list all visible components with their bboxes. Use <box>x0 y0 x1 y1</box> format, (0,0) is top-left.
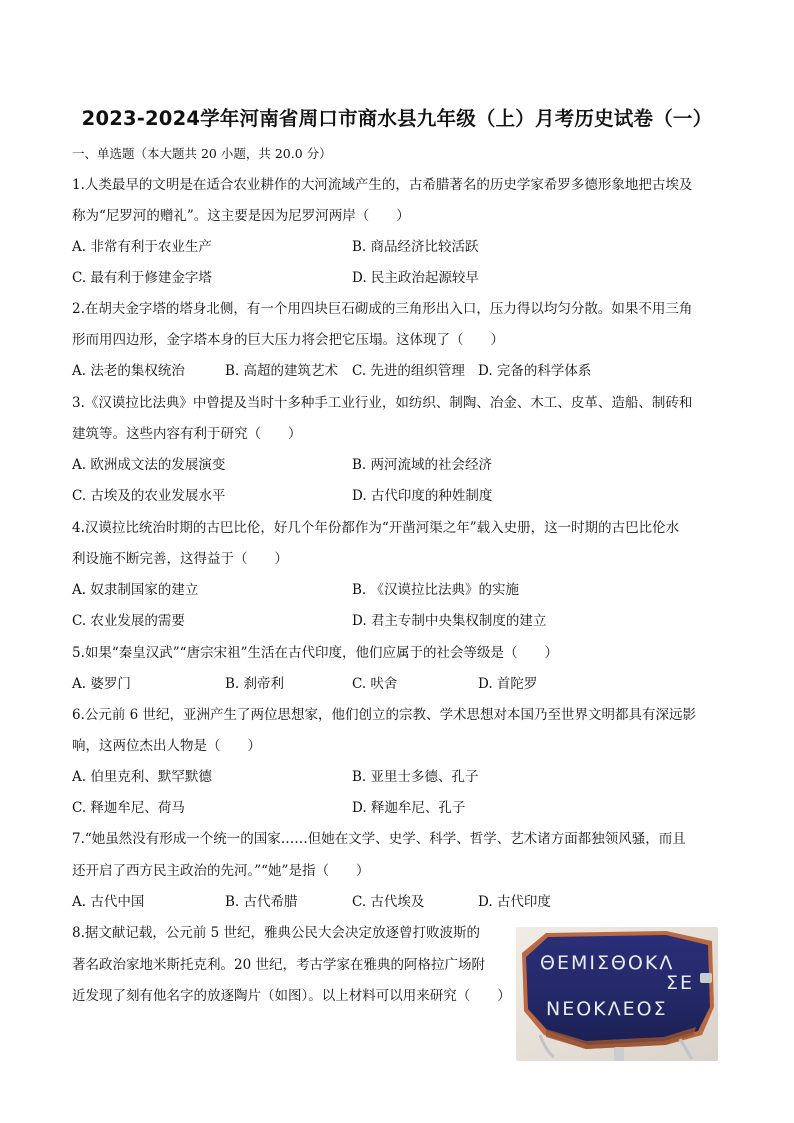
question-4-option-b: B. 《汉谟拉比法典》的实施 <box>352 582 520 598</box>
inscription-line-1: ΘΕΜΙΣΘΟΚΛ <box>540 952 675 974</box>
question-7-line-2: 还开启了西方民主政治的先河。”“她”是指（ ） <box>72 863 370 879</box>
question-7-option-b: B. 古代希腊 <box>225 894 298 910</box>
question-5-option-c: C. 吠舍 <box>352 676 398 692</box>
question-3-option-d: D. 古代印度的种姓制度 <box>352 488 493 504</box>
question-8-line-3: 近发现了刻有他名字的放逐陶片（如图）。以上材料可以用来研究（ ） <box>72 988 511 1004</box>
question-6-option-b: B. 亚里士多德、孔子 <box>352 769 479 785</box>
question-2-line-1: 2.在胡夫金字塔的塔身北侧，有一个用四块巨石砌成的三角形出入口，压力得以均匀分散。如果不用三角 <box>72 301 693 317</box>
question-3-option-c: C. 古埃及的农业发展水平 <box>72 488 226 504</box>
question-2-option-b: B. 高超的建筑艺术 <box>225 363 339 379</box>
question-5-option-d: D. 首陀罗 <box>478 676 538 692</box>
question-1-option-d: D. 民主政治起源较早 <box>352 270 479 286</box>
exam-title: 2023-2024学年河南省周口市商水县九年级（上）月考历史试卷（一） <box>81 107 713 130</box>
question-7-line-1: 7.“她虽然没有形成一个统一的国家……但她在文学、史学、科学、哲学、艺术诸方面都独领风骚，而且 <box>72 831 686 847</box>
question-3-option-b: B. 两河流域的社会经济 <box>352 457 493 473</box>
question-2-option-d: D. 完备的科学体系 <box>478 363 592 379</box>
section-heading: 一、单选题（本大题共 20 小题，共 20.0 分） <box>72 146 332 161</box>
question-6-option-d: D. 释迦牟尼、孔子 <box>352 800 466 816</box>
question-1-option-a: A. 非常有利于农业生产 <box>72 239 212 255</box>
question-7-option-c: C. 古代埃及 <box>352 894 425 910</box>
question-7-option-a: A. 古代中国 <box>72 894 145 910</box>
question-4-option-c: C. 农业发展的需要 <box>72 613 185 629</box>
question-1-line-1: 1.人类最早的文明是在适合农业耕作的大河流域产生的，古希腊著名的历史学家希罗多德形象地把古埃及 <box>72 177 693 193</box>
question-2-line-2: 形而用四边形，金字塔本身的巨大压力将会把它压塌。这体现了（ ） <box>72 332 504 348</box>
question-1-line-2: 称为“尼罗河的赠礼”。这主要是因为尼罗河两岸（ ） <box>72 208 410 224</box>
ostracon-photo <box>516 927 718 1061</box>
question-1-option-b: B. 商品经济比较活跃 <box>352 239 479 255</box>
question-6-option-c: C. 释迦牟尼、荷马 <box>72 800 185 816</box>
question-6-line-1: 6.公元前 6 世纪，亚洲产生了两位思想家，他们创立的宗教、学术思想对本国乃至世界文明都具有深远影 <box>72 707 697 723</box>
question-4-option-d: D. 君主专制中央集权制度的建立 <box>352 613 547 629</box>
inscription-line-2: ΝΕΟΚΛΕΟΣ <box>546 998 668 1020</box>
question-3-line-2: 建筑等。这些内容有利于研究（ ） <box>72 426 302 442</box>
question-4-option-a: A. 奴隶制国家的建立 <box>72 582 199 598</box>
question-4-line-1: 4.汉谟拉比统治时期的古巴比伦，好几个年份都作为“开凿河渠之年”载入史册，这一时期的古巴比伦水 <box>72 520 680 536</box>
question-5-option-b: B. 刹帝利 <box>225 676 285 692</box>
question-1-option-c: C. 最有利于修建金字塔 <box>72 270 212 286</box>
inscription-line-1b: ΣΕ <box>666 972 695 994</box>
question-7-option-d: D. 古代印度 <box>478 894 551 910</box>
question-3-line-1: 3.《汉谟拉比法典》中曾提及当时十多种手工业行业，如纺织、制陶、冶金、木工、皮革、造船、制砖和 <box>72 395 693 411</box>
question-8-line-2: 著名政治家地米斯托克利。20 世纪，考古学家在雅典的阿格拉广场附 <box>72 957 485 973</box>
question-2-option-a: A. 法老的集权统治 <box>72 363 185 379</box>
question-3-option-a: A. 欧洲成文法的发展演变 <box>72 457 226 473</box>
question-2-option-c: C. 先进的组织管理 <box>352 363 465 379</box>
question-4-line-2: 利设施不断完善，这得益于（ ） <box>72 551 288 567</box>
question-5-line-1: 5.如果“秦皇汉武”“唐宗宋祖”生活在古代印度，他们应属于的社会等级是（ ） <box>72 645 558 661</box>
question-5-option-a: A. 婆罗门 <box>72 676 131 692</box>
question-8-line-1: 8.据文献记载，公元前 5 世纪，雅典公民大会决定放逐曾打败波斯的 <box>72 925 481 941</box>
question-6-option-a: A. 伯里克利、默罕默德 <box>72 769 212 785</box>
question-6-line-2: 响，这两位杰出人物是（ ） <box>72 738 261 754</box>
